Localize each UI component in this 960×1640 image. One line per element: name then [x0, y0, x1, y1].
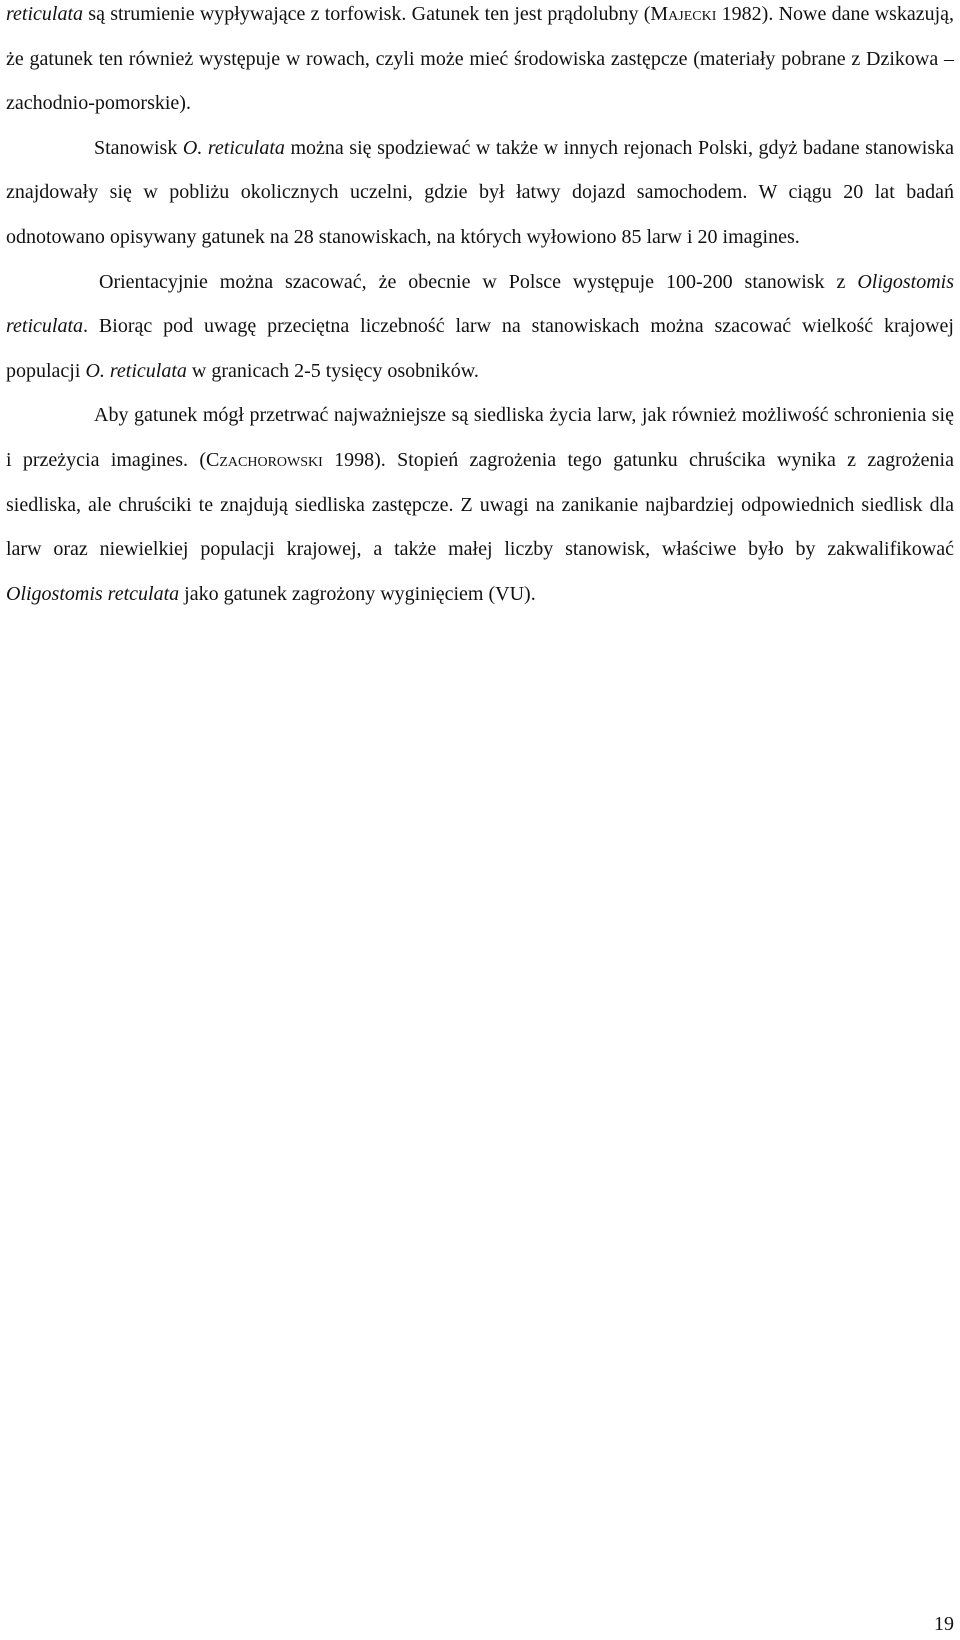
paragraph-text: Stanowisk — [94, 136, 183, 159]
species-name: O. reticulata — [85, 359, 187, 382]
paragraph-text: Aby gatunek mógł przetrwać najważniejsze są siedliska życia larw, jak również możliwość schronienia się i przeżycia imagines. ( — [6, 404, 954, 471]
author-citation: Czachorowski — [206, 448, 323, 471]
paragraph-2 — [6, 126, 954, 260]
paragraph-text: można się spodziewać w także w innych rejonach Polski, gdyż badane stanowiska znajdowały się w pobliżu okolicznych uczelni, gdzie był łatwy dojazd samochodem. W ciągu 20 lat badań odnotowano opisywany gatunek na 28 stanowiskach, na których wyłowiono 85 larw i 20 imagines. — [6, 136, 955, 248]
species-name: Oligostomis retculata — [6, 582, 180, 605]
species-name: reticulata — [6, 3, 84, 25]
paragraph-text: Orientacyjnie można szacować, że obecnie w Polsce występuje 100-200 stanowisk z — [99, 270, 858, 293]
paragraph-3 — [6, 260, 954, 394]
paragraph-1 — [6, 0, 954, 126]
paragraph-text: jako gatunek zagrożony wyginięciem (VU). — [179, 582, 536, 605]
paragraph-4 — [6, 393, 954, 616]
species-name: Oligostomis reticulata — [6, 270, 954, 338]
paragraph-text: są strumienie wypływające z torfowisk. Gatunek ten jest prądolubny ( — [83, 3, 651, 25]
page-number: 19 — [934, 1613, 954, 1635]
species-name: O. reticulata — [182, 136, 285, 159]
paragraph-text: 1998). Stopień zagrożenia tego gatunku chruścika wynika z zagrożenia siedliska, ale chruściki te znajdują siedliska zastępcze. Z uwagi na zanikanie najbardziej odpowiednich siedlisk dla larw oraz niewielkiej populacji krajowej, a także małej liczby stanowisk, właściwe było by zakwalifikować — [6, 448, 954, 561]
paragraph-text: 1982). Nowe dane wskazują, że gatunek ten również występuje w rowach, czyli może mieć środowiska zastępcze (materiały pobrane z Dzikowa – zachodnio-pomorskie). — [6, 3, 955, 115]
paragraph-text: . Biorąc pod uwagę przeciętna liczebność larw na stanowiskach można szacować wielkość krajowej populacji — [6, 315, 954, 382]
paragraph-text: w granicach 2-5 tysięcy osobników. — [186, 359, 479, 382]
body-text — [6, 0, 954, 616]
author-citation: Majecki — [650, 3, 717, 25]
